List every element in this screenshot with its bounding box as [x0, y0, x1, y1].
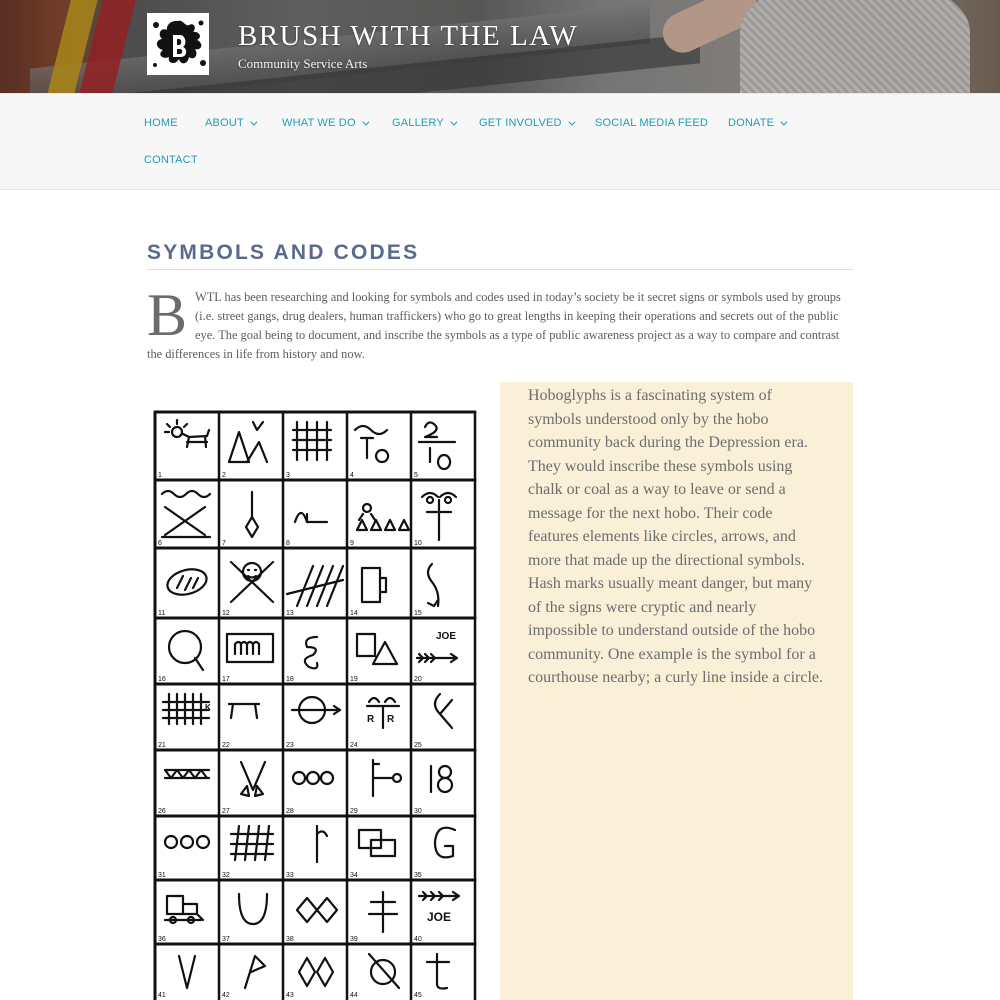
glyph-cell-number: 35	[414, 872, 422, 879]
glyph-cell-number: 6	[158, 540, 162, 547]
glyph-cell-number: 27	[222, 808, 230, 815]
glyph-double-arrow	[419, 892, 459, 900]
glyph-cell-number: 29	[350, 808, 358, 815]
nav-item-about[interactable]	[205, 117, 255, 129]
nav-label: ABOUT	[205, 117, 244, 129]
glyph-cell-number: 14	[350, 610, 358, 617]
chevron-down-icon	[568, 119, 575, 126]
nav-label: GALLERY	[392, 117, 444, 129]
glyph-cell-number: 11	[158, 610, 166, 617]
nav-item-gallery[interactable]	[392, 117, 455, 129]
glyph-grid-fence	[293, 422, 331, 460]
glyph-diamond-line	[246, 492, 258, 537]
glyph-cell-number: 22	[222, 742, 230, 749]
glyph-cell-number: 3	[286, 472, 290, 479]
glyph-cell-number: 20	[414, 676, 422, 683]
glyph-boxed-m	[227, 634, 273, 662]
glyph-g-shape	[435, 828, 455, 858]
glyph-hook-arrow	[428, 564, 438, 606]
glyph-eighteen	[431, 766, 452, 792]
nav-item-donate[interactable]	[728, 117, 785, 129]
nav-item-get-involved[interactable]	[479, 117, 573, 129]
glyph-cell-number: 26	[158, 808, 166, 815]
glyph-label-r-a: R	[367, 714, 375, 725]
site-title[interactable]: BRUSH WITH THE LAW	[238, 20, 579, 52]
glyph-cell-number: 44	[350, 992, 358, 999]
glyph-joe-arrow	[417, 654, 457, 662]
glyph-cell-number: 36	[158, 936, 166, 943]
glyph-cell-number: 16	[158, 676, 166, 683]
glyph-r-mark	[317, 826, 327, 862]
glyph-cell-number: 42	[222, 992, 230, 999]
glyph-wave-ti	[355, 426, 388, 462]
intro-paragraph	[147, 282, 853, 364]
paint-splat-b-logo-icon	[147, 13, 209, 75]
glyph-bread	[165, 565, 210, 599]
page-title: SYMBOLS AND CODES	[147, 241, 420, 264]
glyph-cell-number: 34	[350, 872, 358, 879]
glyph-cell-number: 21	[158, 742, 166, 749]
nav-label: DONATE	[728, 117, 775, 129]
glyph-table	[229, 704, 259, 718]
glyph-cell-number: 13	[286, 610, 294, 617]
hoboglyphs-info-box	[500, 382, 853, 1000]
glyph-cell-number: 10	[414, 540, 422, 547]
glyph-t-hook	[427, 954, 449, 989]
glyph-label-joe-a: JOE	[436, 631, 457, 642]
glyph-q-circle	[169, 631, 203, 670]
dropcap-letter: B	[147, 282, 188, 348]
glyph-two-diamonds	[299, 958, 333, 986]
chevron-down-icon	[362, 119, 369, 126]
glyph-cell-number: 31	[158, 872, 166, 879]
hoboglyph-chart	[147, 382, 487, 1000]
chevron-down-icon	[450, 119, 457, 126]
intro-text: WTL has been researching and looking for symbols and codes used in today’s society be it secret signs or symbols used by groups (i.e. street gangs, drug dealers, human traffickers) who go to great lengths in keeping their operations and secrets out of the public eye. The goal being to document, and inscribe the symbols as a type of public awareness project as a way to compare and contrast the differences in life from history and now.	[147, 290, 841, 361]
glyph-label-k: K	[205, 703, 211, 712]
nav-label: WHAT WE DO	[282, 117, 356, 129]
glyph-key	[373, 760, 401, 796]
site-header	[0, 0, 1000, 93]
glyph-cell-number: 5	[414, 472, 418, 479]
glyph-circle-slash	[369, 954, 399, 988]
glyph-cell-number: 8	[286, 540, 290, 547]
glyph-cell-number: 12	[222, 610, 230, 617]
chevron-down-icon	[250, 119, 257, 126]
main-navigation	[0, 93, 1000, 190]
glyph-cell-number: 40	[414, 936, 422, 943]
glyph-cell-number: 45	[414, 992, 422, 999]
nav-item-contact[interactable]	[144, 154, 198, 166]
site-logo[interactable]	[147, 13, 209, 75]
hoboglyphs-description: Hoboglyphs is a fascinating system of symbols understood only by the hobo community back during the Depression era. They would inscribe these symbols using chalk or coal as a way to leave or send a message for the next hobo. Their code features elements like circles, arrows, and more that made up the directional symbols. Hash marks usually meant danger, but many of the signs were cryptic and nearly impossible to understand outside of the hobo community. One example is the symbol for a courthouse nearby; a curly line inside a circle.	[528, 387, 823, 686]
glyph-u-shape	[239, 894, 267, 924]
glyph-cell-number: 38	[286, 936, 294, 943]
glyph-zigzag-bar	[165, 770, 209, 778]
glyph-cell-number: 43	[286, 992, 294, 999]
nav-label: CONTACT	[144, 154, 198, 166]
glyph-v	[179, 956, 195, 988]
glyph-two-boxes	[359, 830, 395, 856]
glyph-flag	[245, 956, 265, 988]
glyph-crosshatch	[231, 826, 273, 860]
glyph-cell-number: 23	[286, 742, 294, 749]
hoboglyph-chart-image	[147, 382, 487, 1000]
glyph-cell-number: 39	[350, 936, 358, 943]
glyph-cell-number: 17	[222, 676, 230, 683]
nav-label: GET INVOLVED	[479, 117, 562, 129]
glyph-curly	[305, 637, 318, 668]
title-divider	[147, 269, 853, 270]
glyph-cell-number: 4	[350, 472, 354, 479]
glyph-cell-number: 1	[158, 472, 162, 479]
nav-label: HOME	[144, 117, 178, 129]
glyph-double-diamond	[297, 898, 337, 922]
glyph-cell-number: 41	[158, 992, 166, 999]
nav-item-social-media-feed[interactable]	[595, 117, 708, 129]
glyph-triangles	[357, 504, 409, 530]
glyph-cell-number: 19	[350, 676, 358, 683]
glyph-eyes-cross	[422, 493, 456, 540]
glyph-hash-marks	[287, 566, 343, 606]
glyph-cell-number: 37	[222, 936, 230, 943]
glyph-cat	[165, 420, 209, 447]
glyph-cell-number: 32	[222, 872, 230, 879]
glyph-label-joe-b: JOE	[427, 910, 452, 924]
glyph-grid-k	[163, 694, 209, 724]
glyph-three-circles	[293, 772, 333, 784]
glyph-cell-number: 28	[286, 808, 294, 815]
glyph-cell-number: 30	[414, 808, 422, 815]
glyph-cell-number: 2	[222, 472, 226, 479]
glyph-label-r-b: R	[387, 714, 395, 725]
glyph-circle-arrow	[292, 697, 340, 723]
glyph-cell-number: 7	[222, 540, 226, 547]
glyph-double-cross	[369, 892, 397, 932]
glyph-cell-number: 9	[350, 540, 354, 547]
glyph-skull-bones	[231, 562, 273, 602]
glyph-wave-x	[162, 491, 210, 537]
nav-label: SOCIAL MEDIA FEED	[595, 117, 709, 129]
glyph-three-circles-b	[165, 836, 209, 848]
glyph-cell-number: 18	[286, 676, 294, 683]
glyph-cell-number: 24	[350, 742, 358, 749]
chevron-down-icon	[781, 119, 788, 126]
glyph-shovels	[241, 762, 265, 796]
site-tagline: Community Service Arts	[238, 56, 368, 71]
nav-item-home[interactable]	[144, 117, 178, 129]
nav-item-what-we-do[interactable]	[282, 117, 367, 129]
glyph-cell-number: 15	[414, 610, 422, 617]
glyph-c-shape	[435, 694, 452, 728]
glyph-hook	[295, 513, 327, 522]
glyph-train	[165, 896, 203, 923]
glyph-cell-number: 25	[414, 742, 422, 749]
glyph-square-triangle	[357, 634, 397, 664]
glyph-cup	[362, 568, 386, 602]
glyph-cell-number: 33	[286, 872, 294, 879]
glyph-mountains	[229, 422, 267, 462]
glyph-fraction	[419, 422, 455, 469]
